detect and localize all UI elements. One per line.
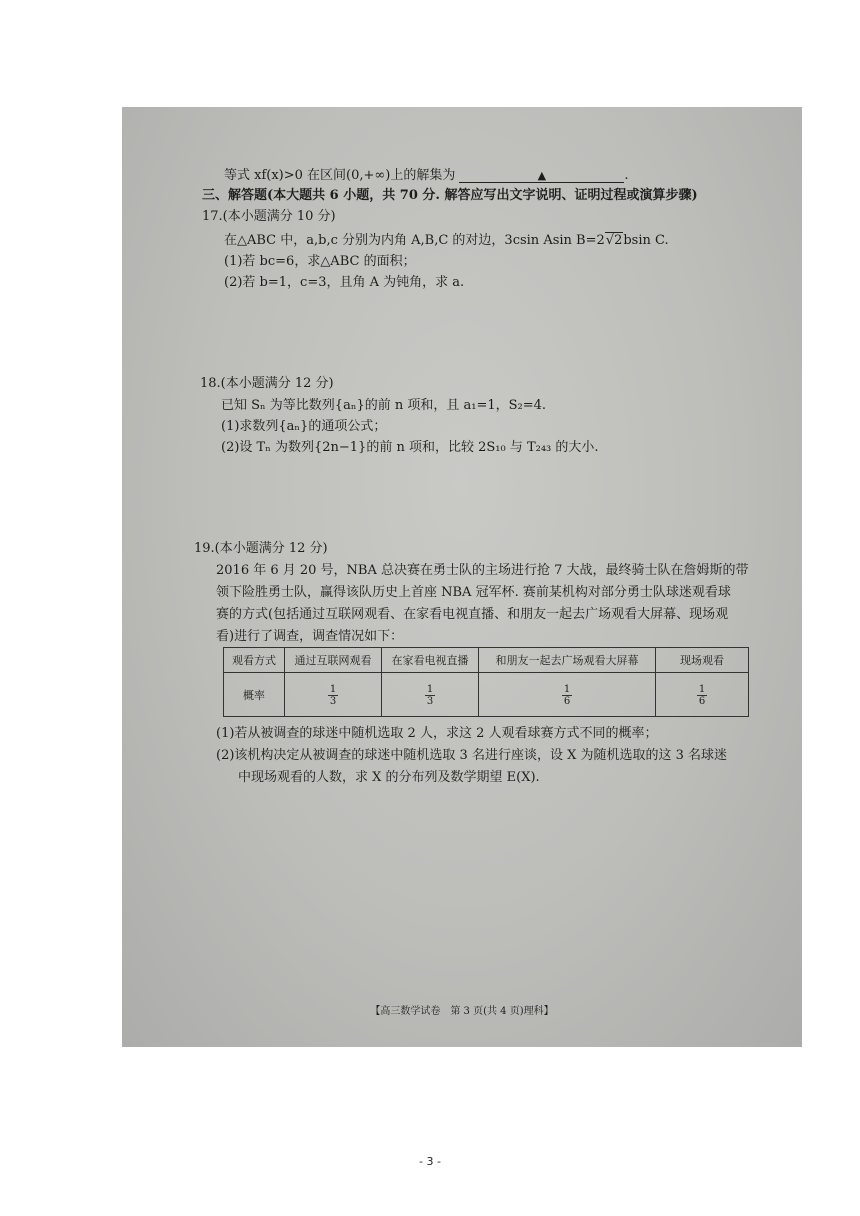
q17-part1: (1)若 bc=6，求△ABC 的面积；	[224, 254, 416, 269]
q18-part2: (2)设 Tₙ 为数列{2n−1}的前 n 项和，比较 2S₁₀ 与 T₂₄₃ 的大小.	[221, 440, 599, 455]
q19-stem-line: 赛的方式(包括通过互联网观看、在家看电视直播、和朋友一起去广场观看大屏幕、现场观	[216, 607, 729, 622]
table-header-cell: 在家看电视直播	[382, 648, 479, 673]
survey-table	[223, 647, 749, 717]
fill-in-text: 等式 xf(x)>0 在区间(0,+∞)上的解集为	[224, 168, 456, 183]
table-row	[224, 673, 749, 717]
scanned-exam-photo	[122, 107, 802, 1047]
q17-stem-b: bsin C.	[623, 233, 669, 248]
q18-part1: (1)求数列{aₙ}的通项公式；	[221, 419, 387, 434]
fraction-numerator: 1	[563, 684, 571, 695]
q19-part2b: 中现场观看的人数，求 X 的分布列及数学期望 E(X).	[238, 770, 540, 785]
q19-part2a: (2)该机构决定从被调查的球迷中随机选取 3 名进行座谈，设 X 为随机选取的这 3 名球迷	[216, 748, 728, 763]
fraction-denominator: 3	[329, 696, 337, 707]
q19-stem-line: 看)进行了调查，调查情况如下：	[216, 629, 404, 644]
table-cell	[382, 673, 479, 717]
q17-stem-a: 在△ABC 中，a,b,c 分别为内角 A,B,C 的对边，3csin Asin B=2	[224, 233, 605, 248]
fraction-denominator: 6	[563, 696, 571, 707]
table-cell	[479, 673, 656, 717]
fill-in-line	[224, 167, 628, 185]
q17-stem	[224, 232, 669, 250]
q19-part1: (1)若从被调查的球迷中随机选取 2 人，求这 2 人观看球赛方式不同的概率；	[216, 726, 658, 741]
q17-part2: (2)若 b=1，c=3，且角 A 为钝角，求 a.	[224, 275, 465, 290]
fraction-denominator: 6	[698, 696, 706, 707]
q18-header: 18.(本小题满分 12 分)	[200, 376, 334, 391]
table-header-cell: 和朋友一起去广场观看大屏幕	[479, 648, 656, 673]
table-header-cell: 通过互联网观看	[285, 648, 382, 673]
answer-mark-icon: ▲	[537, 169, 547, 182]
fraction-numerator: 1	[329, 684, 337, 695]
q18-stem: 已知 Sₙ 为等比数列{aₙ}的前 n 项和，且 a₁=1，S₂=4.	[221, 398, 547, 413]
table-row-label: 观看方式	[224, 648, 285, 673]
q19-header: 19.(本小题满分 12 分)	[194, 541, 328, 556]
q17-header: 17.(本小题满分 10 分)	[202, 209, 336, 224]
q19-stem-line: 领下险胜勇士队，赢得该队历史上首座 NBA 冠军杯. 赛前某机构对部分勇士队球迷观看球	[216, 585, 731, 600]
table-header-cell: 现场观看	[656, 648, 749, 673]
sqrt-symbol: √2	[605, 233, 623, 248]
exam-footer: 【高三数学试卷 第 3 页(共 4 页)理科】	[370, 1006, 554, 1017]
q19-stem-line: 2016 年 6 月 20 号，NBA 总决赛在勇士队的主场进行抢 7 大战，最终骑士队在詹姆斯的带	[216, 563, 749, 578]
fill-in-end: .	[624, 168, 629, 183]
fraction-numerator: 1	[426, 684, 434, 695]
table-row	[224, 648, 749, 673]
fraction	[425, 684, 435, 707]
fraction	[562, 684, 572, 707]
fraction-numerator: 1	[698, 684, 706, 695]
fraction	[697, 684, 707, 707]
page-number: - 3 -	[419, 1155, 441, 1168]
q17-stem-sqrt: 2	[614, 233, 623, 248]
fraction	[328, 684, 338, 707]
fraction-denominator: 3	[426, 696, 434, 707]
table-cell	[285, 673, 382, 717]
section-heading: 三、解答题(本大题共 6 小题，共 70 分. 解答应写出文字说明、证明过程或演算步骤)	[202, 188, 698, 203]
answer-blank	[459, 167, 624, 183]
table-cell	[656, 673, 749, 717]
table-row-label: 概率	[224, 673, 285, 717]
